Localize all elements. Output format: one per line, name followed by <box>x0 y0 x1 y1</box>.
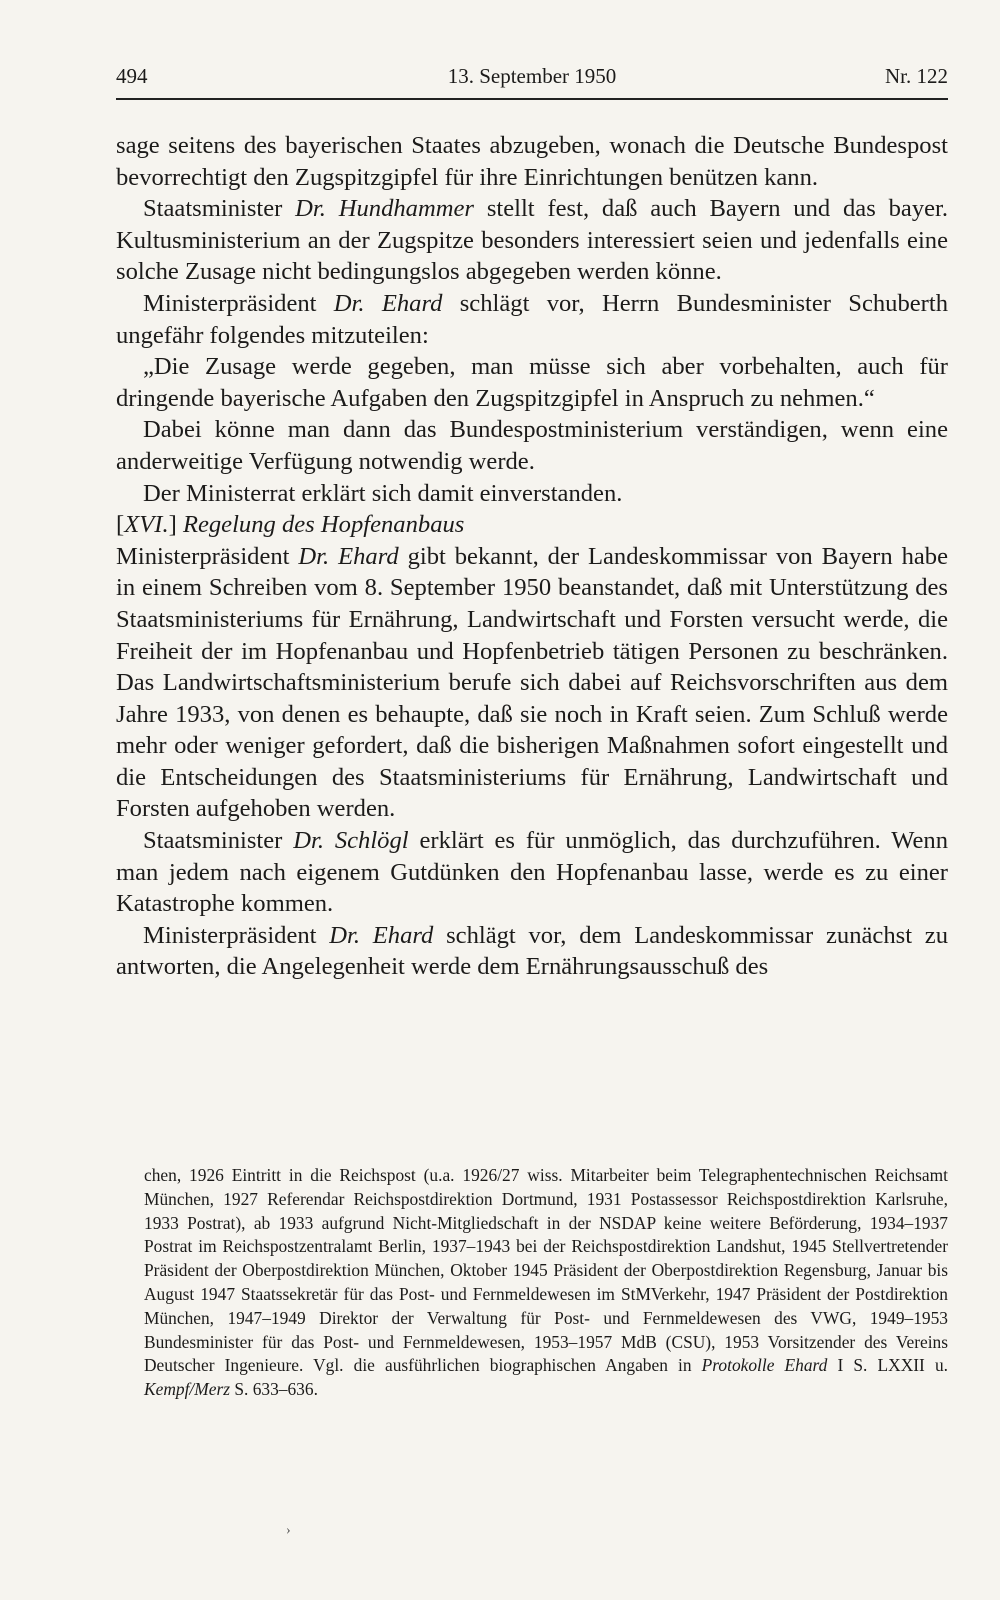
paragraph: Ministerpräsident Dr. Ehard schlägt vor, dem Landeskommissar zunächst zu antworten, die Angelegenheit werde dem Ernährungsausschuß des <box>116 921 948 981</box>
section-number: XVI. <box>124 511 169 539</box>
paragraph: Staatsminister Dr. Hundhammer stellt fest, daß auch Bayern und das bayer. Kultusministerium an der Zugspitze besonders interessiert seien und jedenfalls eine solche Zusage nicht bedingungslos abgegeben werden könne. <box>116 195 949 286</box>
paragraph: Ministerpräsident Dr. Ehard schlägt vor, Herrn Bundesminister Schuberth ungefähr folgendes mitzuteilen: <box>116 289 949 349</box>
page-number: 494 <box>116 64 148 88</box>
citation-title: Protokolle Ehard <box>701 1355 828 1376</box>
citation-authors: Kempf/Merz <box>144 1379 230 1400</box>
paragraph: Der Ministerrat erklärt sich damit einverstanden. <box>143 479 623 507</box>
quoted-statement: „Die Zusage werde gegeben, man müsse sich aber vorbehalten, auch für dringende bayerische Aufgaben den Zugspitzgipfel in Anspruch zu nehmen.“ <box>116 353 948 412</box>
section-title: Regelung des Hopfenanbaus <box>176 511 465 539</box>
running-header <box>116 62 948 98</box>
paragraph: sage seitens des bayerischen Staates abzugeben, wonach die Deutsche Bundespost bevorrechtigt den Zugspitzgipfel für ihre Einrichtungen benützen kann. <box>116 132 948 191</box>
section-heading: [XVI.] Regelung des Hopfenanbaus <box>116 511 465 539</box>
person-name: Dr. Hundhammer <box>295 195 474 223</box>
footnote <box>144 1164 948 1402</box>
paragraph: Staatsminister Dr. Schlögl erklärt es für unmöglich, das durchzuführen. Wenn man jedem nach eigenem Gutdünken den Hopfenanbau lasse, werde es zu einer Katastrophe kommen. <box>116 827 948 918</box>
person-name: Dr. Schlögl <box>293 827 409 855</box>
main-text <box>116 130 948 983</box>
person-name: Dr. Ehard <box>298 542 399 570</box>
person-name: Dr. Ehard <box>329 921 434 949</box>
footnote-text: chen, 1926 Eintritt in die Reichspost (u.a. 1926/27 wiss. Mitarbeiter beim Telegraphentechnischen Reichsamt München, 1927 Referendar Reichspostdirektion Dortmund, 1931 Postassessor Reichspostdirektion Karlsruhe, 1933 Postrat), ab 1933 aufgrund Nicht-Mitgliedschaft in der NSDAP keine weitere Beförderung, 1934–1937 Postrat im Reichspostzentralamt Berlin, 1937–1943 bei der Reichspostdirektion Landshut, 1945 Stellvertretender Präsident der Oberpostdirektion München, Oktober 1945 Präsident der Oberpostdirektion Regensburg, Januar bis August 1947 Staatssekretär für das Post- und Fernmeldewesen im StMVerkehr, 1947 Präsident der Postdirektion München, 1947–1949 Direktor der Verwaltung für Post- und Fernmeldewesen des VWG, 1949–1953 Bundesminister für das Post- und Fernmeldewesen, 1953–1957 MdB (CSU), 1953 Vorsitzender des Vereins Deutscher Ingenieure. Vgl. die ausführlichen biographischen Angaben in Protokolle Ehard I S. LXXII u. Kempf/Merz S. 633–636. <box>144 1165 948 1400</box>
header-rule <box>116 98 948 100</box>
paragraph: Ministerpräsident Dr. Ehard gibt bekannt, der Landeskommissar von Bayern habe in einem Schreiben vom 8. September 1950 beanstandet, daß mit Unterstützung des Staatsministeriums für Ernährung, Landwirtschaft und Forsten versucht werde, die Freiheit der im Hopfenanbau und Hopfenbetrieb tätigen Personen zu beschränken. Das Landwirtschaftsministerium berufe sich dabei auf Reichsvorschriften aus dem Jahre 1933, von denen es behaupte, daß sie noch in Kraft seien. Zum Schluß werde mehr oder weniger gefordert, daß die bisherigen Maßnahmen sofort eingestellt und die Entscheidungen des Staatsministeriums für Ernährung, Landwirtschaft und Forsten aufgehoben werden. <box>116 542 948 823</box>
paragraph: Dabei könne man dann das Bundespostministerium verständigen, wenn eine anderweitige Verfügung notwendig werde. <box>116 416 948 475</box>
stray-mark: › <box>286 1523 291 1538</box>
issue-number: Nr. 122 <box>885 64 948 88</box>
header-date: 13. September 1950 <box>447 64 617 88</box>
person-name: Dr. Ehard <box>333 289 443 317</box>
